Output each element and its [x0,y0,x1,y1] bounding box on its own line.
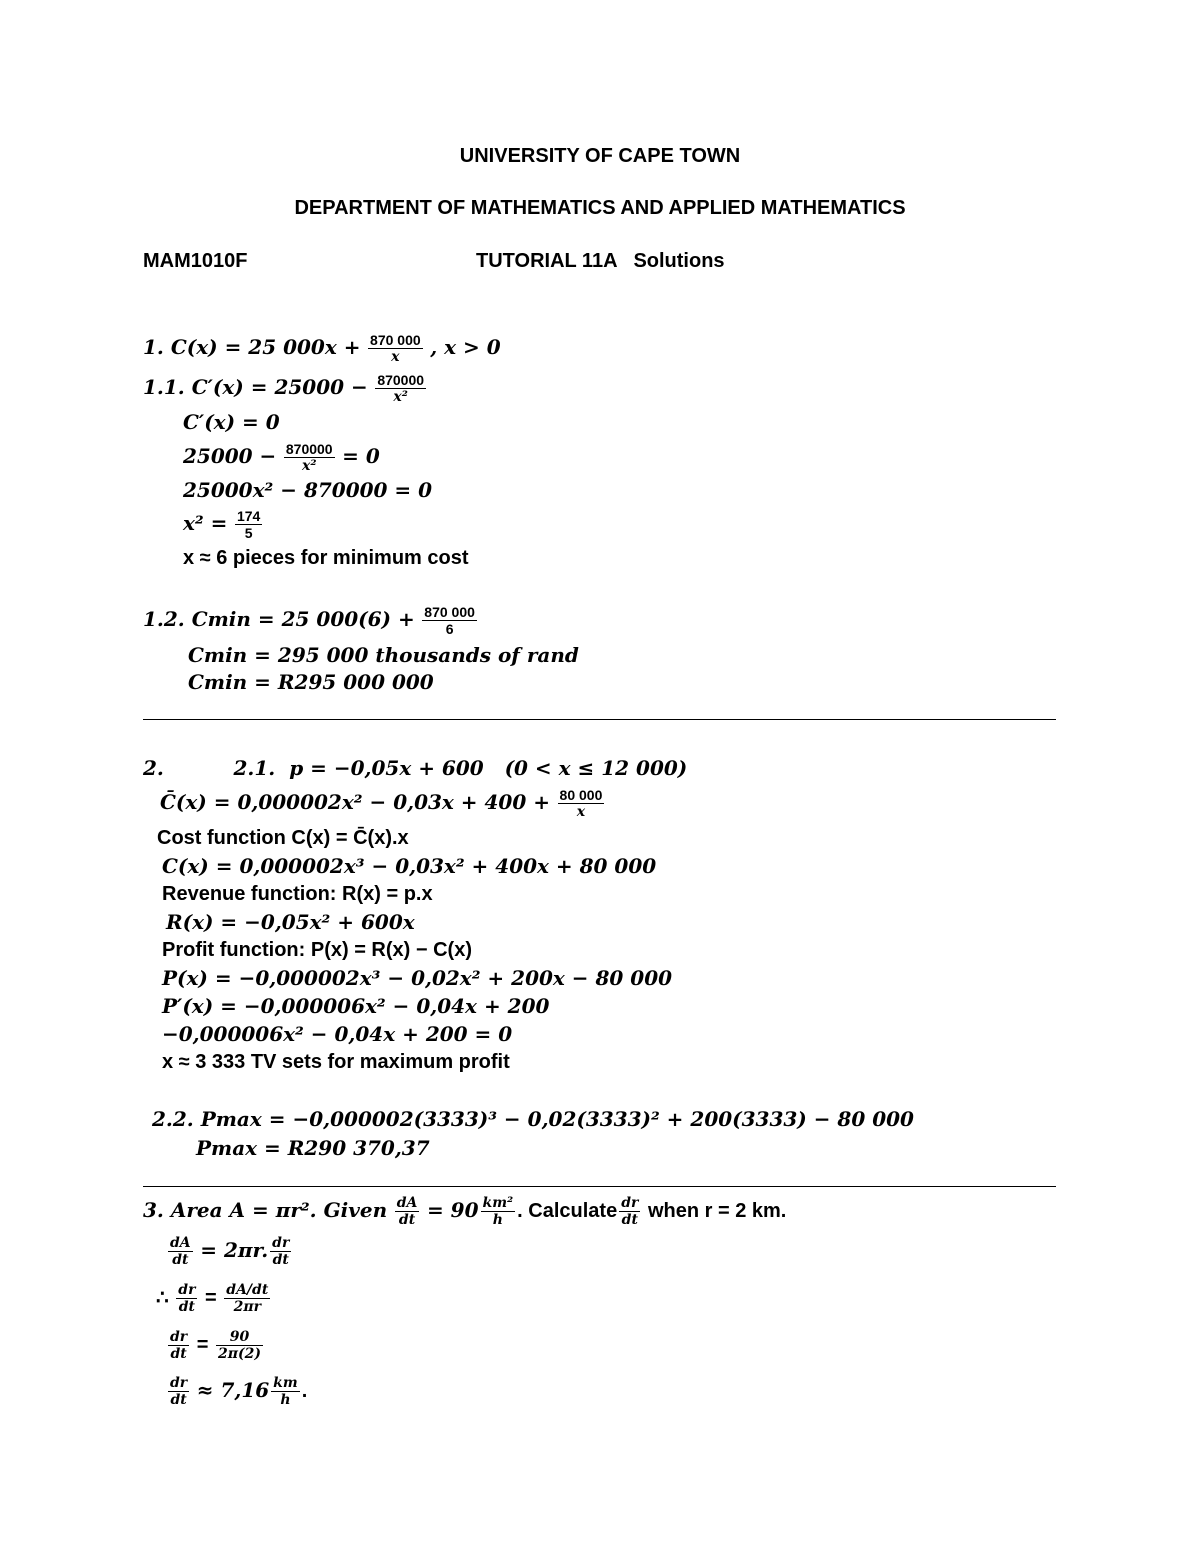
q1-line4 [183,442,380,473]
denominator: x² [393,389,408,405]
course-code: MAM1010F [143,250,248,272]
denominator: h [280,1392,291,1408]
denominator: dt [178,1299,196,1315]
numerator: dA [396,1195,418,1211]
q2-line12: 2.2. Pmax = −0,000002(3333)³ − 0,02(3333)² + 200(3333) − 80 000 [152,1107,914,1131]
q2-line9: P′(x) = −0,000006x² − 0,04x + 200 [162,994,550,1018]
q1-line8-lhs: 1.2. Cmin = 25 000(6) + [143,606,415,631]
numerator: dA [170,1235,191,1251]
denominator: dt [621,1212,638,1228]
q3-line3 [156,1283,272,1314]
numerator: km² [482,1195,514,1211]
q1-derivative [143,373,428,404]
q1-line9: Cmin = 295 000 thousands of rand [188,643,579,667]
q3-line4-equals: = [196,1333,209,1356]
numerator: km [273,1375,298,1391]
q3-line4-frac1 [168,1330,189,1361]
divider-2 [143,1186,1056,1187]
q3-line1-intro: 3. Area A = πr². Given [143,1197,388,1222]
q2-line2-fraction [558,788,605,819]
denominator: x [576,804,586,820]
numerator: dr [272,1235,290,1251]
q1-line4-fraction [284,442,335,473]
university-title: UNIVERSITY OF CAPE TOWN [459,145,741,167]
denominator: 2πr [233,1299,261,1315]
q2-line4: C(x) = 0,000002x³ − 0,03x² + 400x + 80 000 [162,854,657,878]
numerator: 870 000 [424,604,475,620]
q3-line5-value: ≈ 7,16 [196,1377,270,1402]
q1-line6-lhs: x² = [183,510,228,535]
denominator: 2π(2) [217,1346,261,1362]
denominator: dt [398,1212,416,1228]
q3-line2-frac1 [168,1236,193,1267]
q3-line2-frac2 [270,1236,291,1267]
q3-line2-mid: = 2πr. [200,1237,269,1262]
denominator: 5 [244,525,253,541]
q1-line4-rhs: = 0 [342,443,380,468]
q3-line1-when: when r = 2 km. [647,1199,787,1222]
q1-line4-lhs: 25000 − [183,443,277,468]
q2-line1: 2. 2.1. p = −0,05x + 600 (0 < x ≤ 12 000) [143,756,688,780]
q2-line2-lhs: C̄(x) = 0,000002x² − 0,03x + 400 + [160,789,550,814]
q2-line8: P(x) = −0,000002x³ − 0,02x² + 200x − 80 000 [162,966,673,990]
q2-line5: Revenue function: R(x) = p.x [162,883,433,905]
numerator: dr [170,1375,188,1391]
q3-line4-frac2 [216,1330,263,1361]
q3-line1-frac1 [395,1196,420,1227]
denominator: dt [170,1392,187,1408]
q2-line6: R(x) = −0,05x² + 600x [166,910,415,934]
q3-line1 [143,1196,786,1227]
q3-line5 [166,1376,307,1407]
q3-line5-frac1 [168,1376,189,1407]
q1-line10: Cmin = R295 000 000 [188,670,434,694]
denominator: 6 [445,621,454,637]
q1-line2-lhs: 1.1. C′(x) = 25000 − [143,374,368,399]
numerator: 870000 [377,372,425,388]
q1-line6 [183,509,264,540]
q1-line6-fraction [235,509,262,540]
q1-line2-fraction [375,373,426,404]
therefore-symbol: ∴ [156,1286,169,1309]
numerator: dA/dt [226,1282,269,1298]
q2-line10: −0,000006x² − 0,04x + 200 = 0 [162,1022,513,1046]
denominator: dt [272,1252,289,1268]
q3-line5-period: . [301,1379,308,1402]
q1-line1-fraction [368,333,423,364]
q3-line3-frac2 [224,1283,270,1314]
q3-line1-value: = 90 [426,1197,479,1222]
q1-line3: C′(x) = 0 [183,410,280,434]
q2-line11: x ≈ 3 333 TV sets for maximum profit [162,1051,510,1073]
numerator: 174 [236,508,261,524]
denominator: h [492,1212,503,1228]
q1-line1-lhs: 1. C(x) = 25 000x + [143,334,361,359]
q3-line1-frac3 [619,1196,640,1227]
numerator: 80 000 [559,787,603,803]
q3-line1-calc: . Calculate [517,1199,618,1222]
q2-line13: Pmax = R290 370,37 [196,1136,430,1160]
q3-line5-frac2 [271,1376,300,1407]
denominator: dt [170,1346,187,1362]
q3-line4 [166,1330,265,1361]
numerator: 870000 [285,441,333,457]
q1-line8-fraction [422,605,477,636]
q1-line5: 25000x² − 870000 = 0 [183,478,433,502]
q2-line7: Profit function: P(x) = R(x) − C(x) [162,939,472,961]
numerator: 870 000 [370,332,421,348]
denominator: x [391,349,400,365]
q1-line1-domain: , x > 0 [430,334,501,359]
q1-line7: x ≈ 6 pieces for minimum cost [183,547,469,569]
numerator: dr [621,1195,639,1211]
divider-1 [143,719,1056,720]
department-title: DEPARTMENT OF MATHEMATICS AND APPLIED MATHEMATICS [294,197,906,219]
q1-line8 [143,605,479,636]
denominator: dt [172,1252,189,1268]
q3-line3-equals: = [205,1286,217,1309]
q3-line2 [166,1236,293,1267]
q2-line2 [160,788,606,819]
numerator: dr [170,1329,188,1345]
numerator: dr [178,1282,196,1298]
denominator: x² [301,458,317,474]
numerator: 90 [216,1330,263,1346]
q2-line3: Cost function C(x) = C̄(x).x [157,827,409,849]
q1-cost-function [143,333,501,364]
q3-line1-frac2 [481,1196,516,1227]
q3-line3-frac1 [176,1283,197,1314]
tutorial-title: TUTORIAL 11A Solutions [476,250,725,272]
